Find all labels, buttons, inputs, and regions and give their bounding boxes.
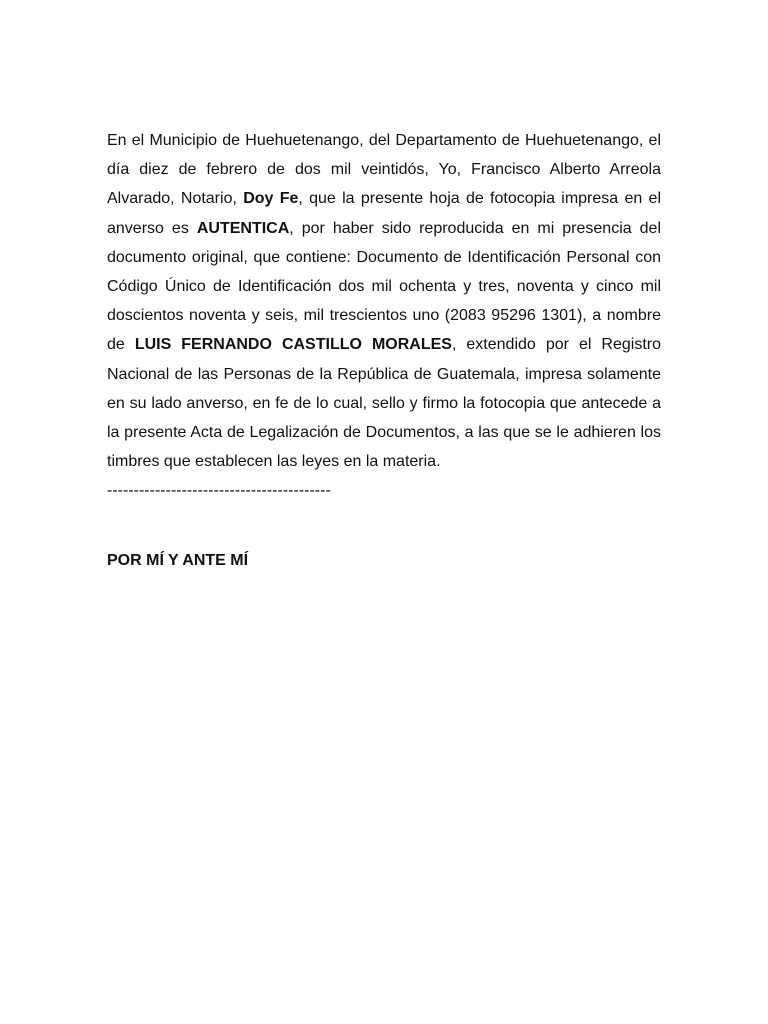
paragraph-text-4: , extendido por el Registro Nacional de las Personas de la República de Guatemala, impresa solamente en su lado anverso, en fe de lo cual, sello y firmo la fotocopia que antecede a la presente Acta de Legalización de Documentos, a las que se le adhieren los timbres que establecen las leyes en la materia. <box>107 336 661 471</box>
paragraph-text-3: , por haber sido reproducida en mi presencia del documento original, que contiene: Documento de Identificación Personal con Código Único de Identificación dos mil ochenta y tres, noventa y cinco mil doscientos noventa y seis, mil trescientos uno (2083 95296 1301), a nombre de <box>107 219 662 354</box>
legalization-paragraph <box>107 126 661 506</box>
doy-fe-emphasis: Doy Fe <box>243 190 299 208</box>
person-name: LUIS FERNANDO CASTILLO MORALES <box>134 336 452 354</box>
paragraph-text-2: , que la presente hoja de fotocopia impresa en el anverso es <box>107 190 661 237</box>
dash-filler-line: ------------------------------------------ <box>107 482 331 500</box>
autentica-emphasis: AUTENTICA <box>196 219 290 237</box>
paragraph-text-1: En el Municipio de Huehuetenango, del Departamento de Huehuetenango, el día diez de febrero de dos mil veintidós, Yo, Francisco Alberto Arreola Alvarado, Notario, <box>107 132 661 208</box>
closing-formula: POR MÍ Y ANTE MÍ <box>107 552 249 569</box>
